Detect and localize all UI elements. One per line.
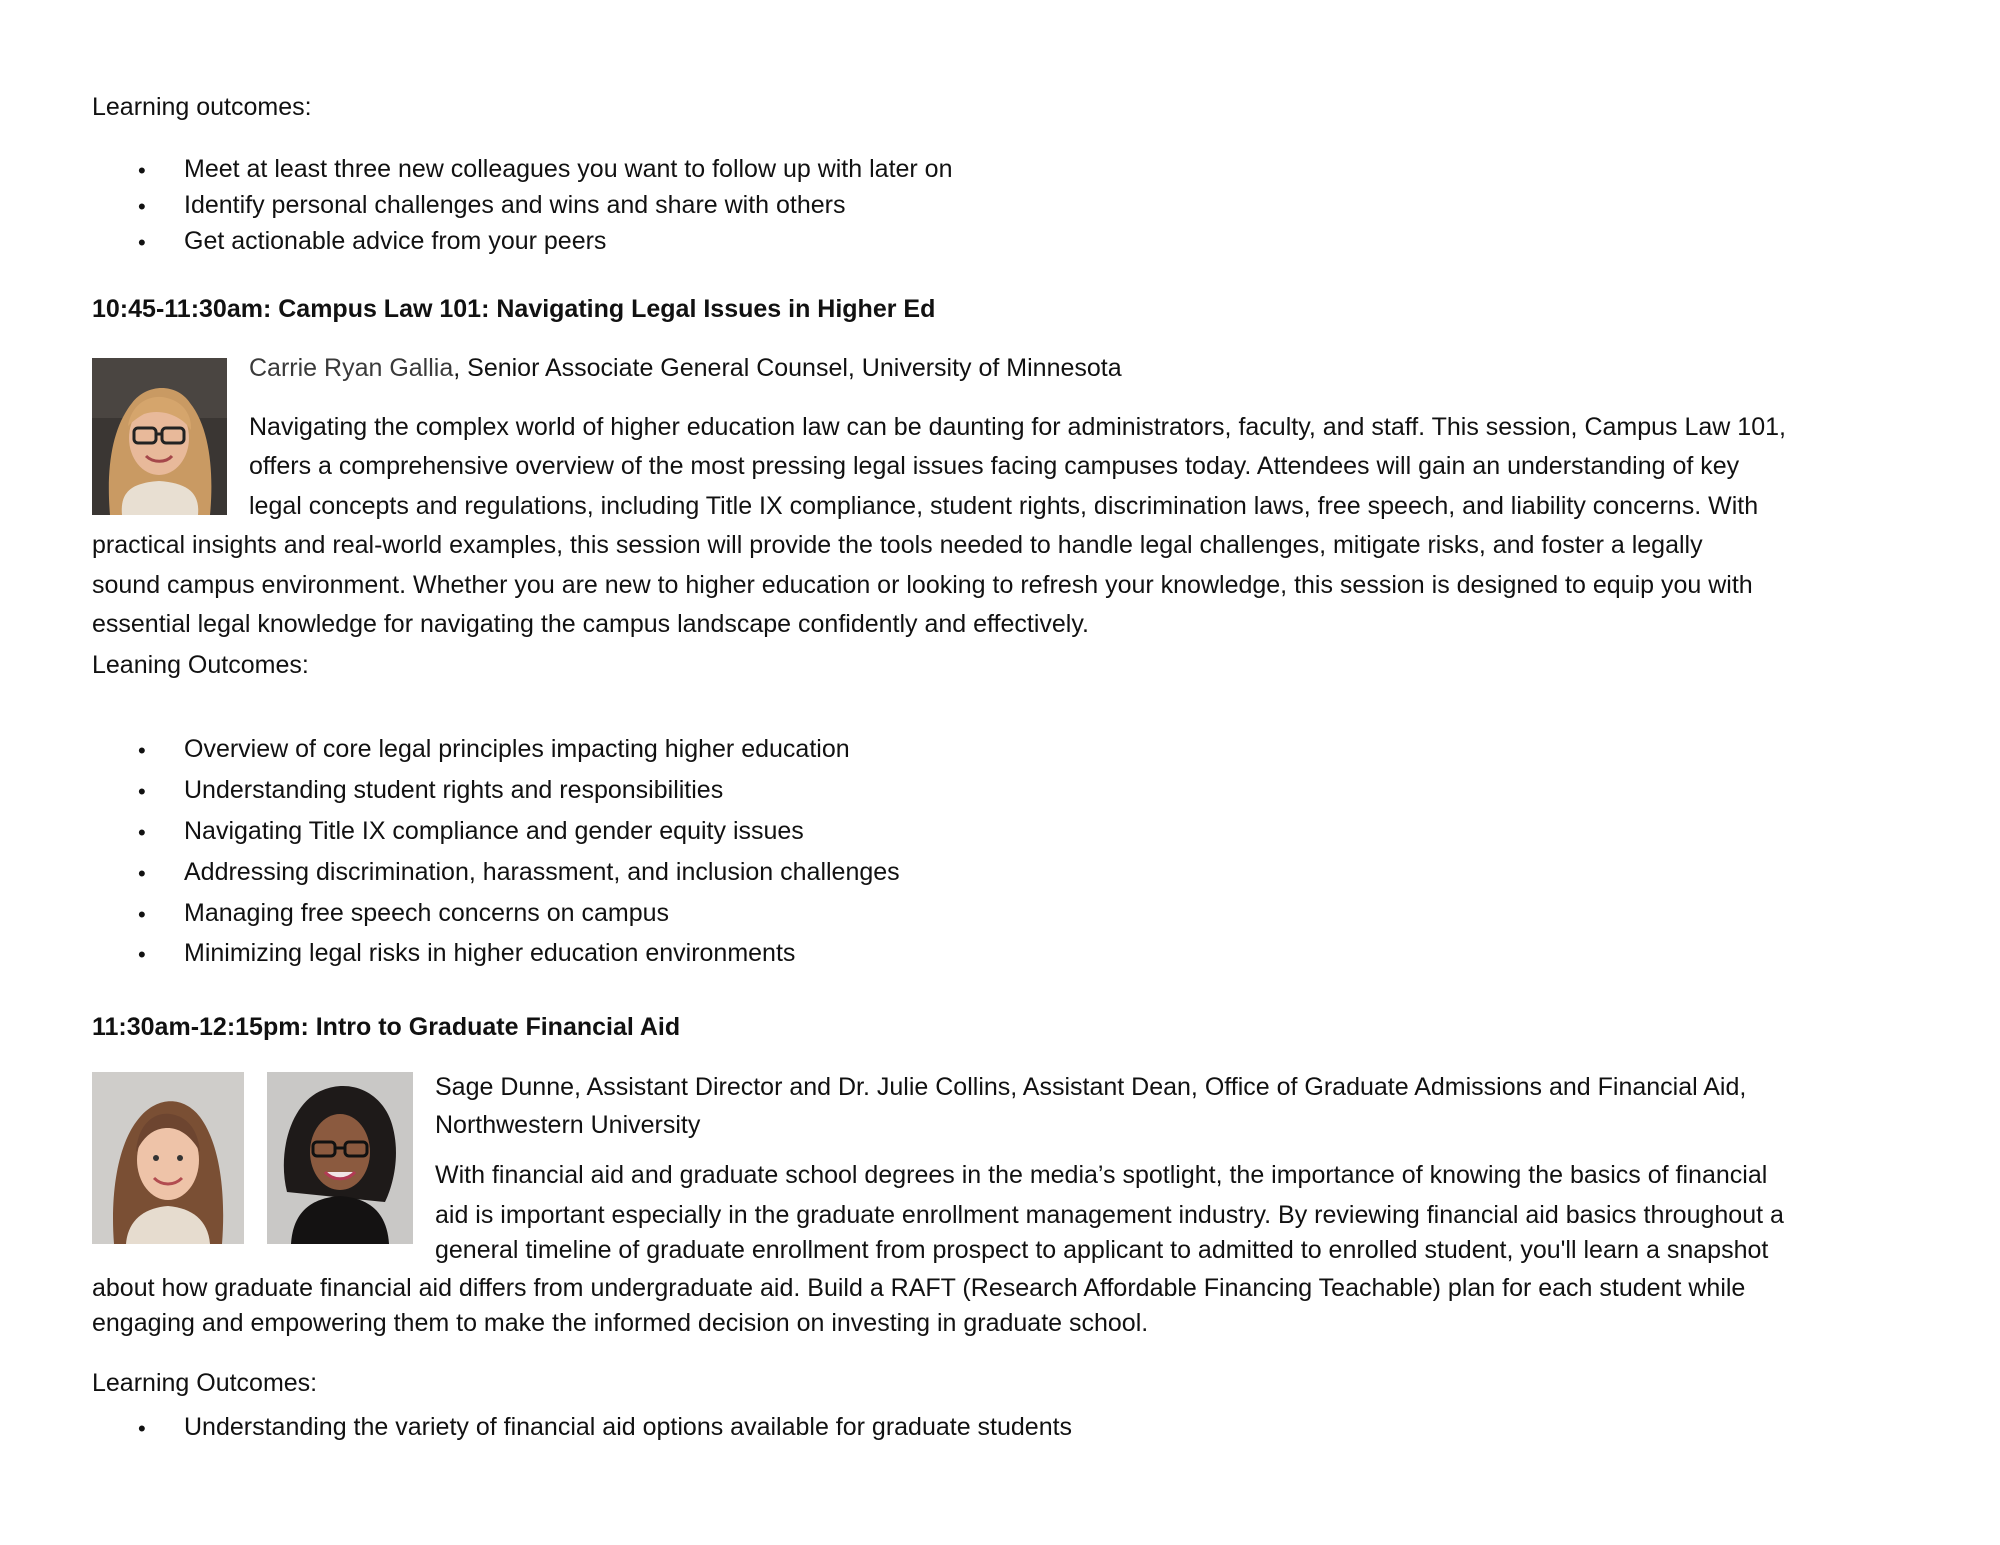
bullet-marker: • xyxy=(138,194,146,219)
description-line: offers a comprehensive overview of the most pressing legal issues facing campuses today. Attendees will gain an understanding of key xyxy=(249,452,1740,480)
bullet-marker: • xyxy=(138,861,146,886)
list-item: Minimizing legal risks in higher education environments xyxy=(184,939,796,967)
session-heading-campus-law: 10:45-11:30am: Campus Law 101: Navigating Legal Issues in Higher Ed xyxy=(92,295,936,323)
bullet-marker: • xyxy=(138,1416,146,1441)
learning-outcomes-label: Learning Outcomes: xyxy=(92,1369,318,1397)
bullet-marker: • xyxy=(138,820,146,845)
speaker-photo-sage-dunne xyxy=(92,1072,244,1244)
description-line: sound campus environment. Whether you are new to higher education or looking to refresh your knowledge, this session is designed to equip you with xyxy=(92,571,1753,599)
bullet-marker: • xyxy=(138,902,146,927)
speaker-photo-julie-collins xyxy=(267,1072,413,1244)
list-item: Meet at least three new colleagues you want to follow up with later on xyxy=(184,155,953,183)
list-item: Identify personal challenges and wins and share with others xyxy=(184,191,846,219)
learning-outcomes-label: Learning outcomes: xyxy=(92,93,312,121)
bullet-marker: • xyxy=(138,738,146,763)
leaning-outcomes-label: Leaning Outcomes: xyxy=(92,651,309,679)
list-item: Understanding student rights and responsibilities xyxy=(184,776,724,804)
description-line: general timeline of graduate enrollment from prospect to applicant to admitted to enrolled student, you'll learn a snapshot xyxy=(435,1236,1769,1264)
list-item: Navigating Title IX compliance and gender equity issues xyxy=(184,817,804,845)
description-line: legal concepts and regulations, including Title IX compliance, student rights, discrimination laws, free speech, and liability concerns. With xyxy=(249,492,1759,520)
description-line: Navigating the complex world of higher education law can be daunting for administrators, faculty, and staff. This session, Campus Law 101, xyxy=(249,413,1786,441)
session-heading-graduate-financial-aid: 11:30am-12:15pm: Intro to Graduate Financial Aid xyxy=(92,1013,681,1041)
speaker-photo-carrie-ryan-gallia xyxy=(92,358,227,515)
bullet-marker: • xyxy=(138,158,146,183)
bullet-marker: • xyxy=(138,230,146,255)
bullet-marker: • xyxy=(138,779,146,804)
speaker-role: , Senior Associate General Counsel, University of Minnesota xyxy=(453,354,1122,382)
speaker-line: Sage Dunne, Assistant Director and Dr. Julie Collins, Assistant Dean, Office of Graduate Admissions and Financial Aid, xyxy=(435,1073,1747,1101)
description-line: engaging and empowering them to make the informed decision on investing in graduate school. xyxy=(92,1309,1149,1337)
description-line: aid is important especially in the graduate enrollment management industry. By reviewing financial aid basics throughout a xyxy=(435,1201,1784,1229)
description-line: essential legal knowledge for navigating the campus landscape confidently and effectively. xyxy=(92,610,1089,638)
description-line: about how graduate financial aid differs from undergraduate aid. Build a RAFT (Research Affordable Financing Teachable) plan for each student while xyxy=(92,1274,1746,1302)
bullet-marker: • xyxy=(138,942,146,967)
list-item: Managing free speech concerns on campus xyxy=(184,899,670,927)
list-item: Addressing discrimination, harassment, and inclusion challenges xyxy=(184,858,900,886)
list-item: Get actionable advice from your peers xyxy=(184,227,607,255)
description-line: With financial aid and graduate school degrees in the media’s spotlight, the importance of knowing the basics of financial xyxy=(435,1161,1768,1189)
list-item: Understanding the variety of financial aid options available for graduate students xyxy=(184,1413,1073,1441)
speaker-line: Northwestern University xyxy=(435,1111,701,1139)
list-item: Overview of core legal principles impacting higher education xyxy=(184,735,850,763)
description-line: practical insights and real-world examples, this session will provide the tools needed to handle legal challenges, mitigate risks, and foster a legally xyxy=(92,531,1703,559)
speaker-name: Carrie Ryan Gallia xyxy=(249,354,454,382)
speaker-line xyxy=(249,356,1122,381)
